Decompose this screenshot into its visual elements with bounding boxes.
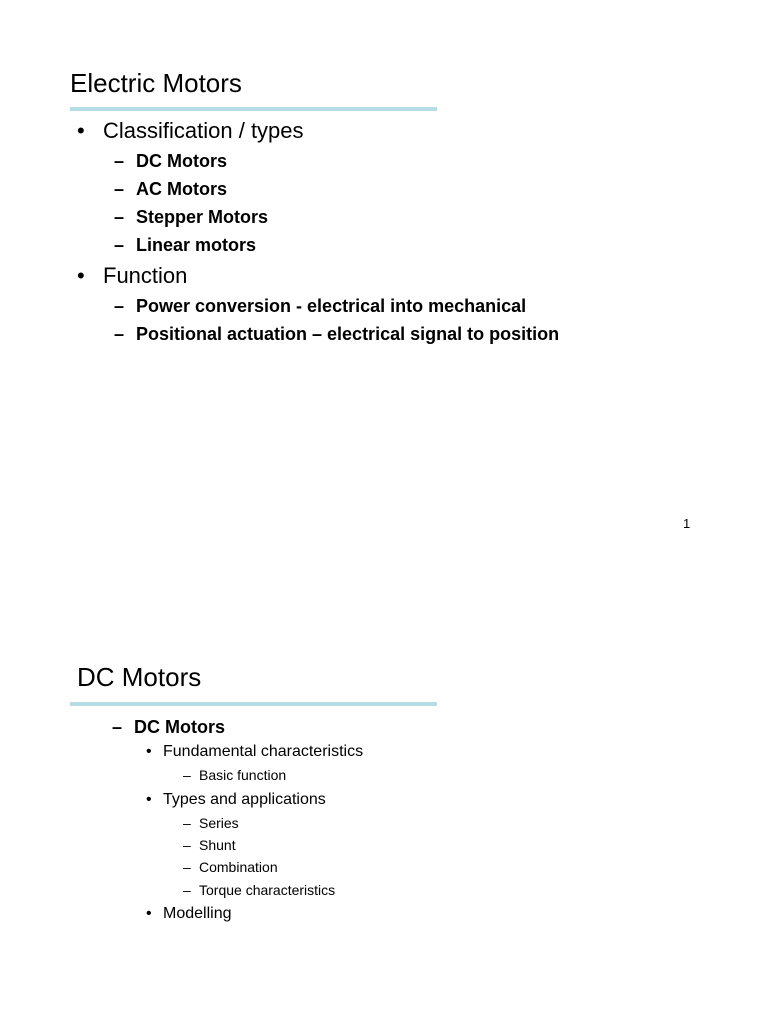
- title-underline: [70, 702, 437, 706]
- sub-heading-dc-motors: [112, 717, 225, 737]
- sub-item-label: DC Motors: [136, 151, 227, 171]
- slide-title: DC Motors: [77, 662, 202, 692]
- detail-label: Basic function: [199, 767, 287, 783]
- bullet-label: Classification / types: [103, 118, 304, 143]
- detail-item: [183, 882, 336, 898]
- bullet-marker: •: [146, 905, 152, 922]
- dash-marker: –: [114, 179, 125, 199]
- bullet-marker: •: [77, 263, 85, 288]
- dash-marker: –: [112, 717, 123, 737]
- dash-marker: –: [183, 815, 191, 831]
- sub-item-label: Stepper Motors: [136, 207, 269, 227]
- dash-marker: –: [114, 235, 125, 255]
- detail-label: Combination: [199, 859, 278, 875]
- sub-item-label: AC Motors: [136, 179, 227, 199]
- bullet-marker: •: [146, 743, 152, 760]
- group-item: [146, 743, 364, 760]
- detail-label: Shunt: [199, 837, 236, 853]
- dash-marker: –: [114, 296, 125, 316]
- sub-item: [114, 151, 227, 171]
- sub-item: [114, 296, 527, 316]
- sub-item: [114, 179, 227, 199]
- sub-item-label: Power conversion - electrical into mechanical: [136, 296, 527, 316]
- dash-marker: –: [183, 837, 191, 853]
- detail-label: Series: [199, 815, 239, 831]
- sub-item-label: Positional actuation – electrical signal to position: [136, 324, 560, 344]
- dash-marker: –: [183, 767, 191, 783]
- sub-heading-label: DC Motors: [134, 717, 225, 737]
- detail-item: [183, 815, 239, 831]
- detail-label: Torque characteristics: [199, 882, 336, 898]
- bullet-item-function: [77, 263, 188, 288]
- title-underline: [70, 107, 437, 111]
- dash-marker: –: [114, 151, 125, 171]
- detail-item: [183, 859, 278, 875]
- page-number: 1: [683, 516, 691, 531]
- dash-marker: –: [183, 859, 191, 875]
- detail-item: [183, 837, 236, 853]
- dash-marker: –: [114, 207, 125, 227]
- dash-marker: –: [114, 324, 125, 344]
- slide-title: Electric Motors: [70, 68, 242, 98]
- dash-marker: –: [183, 882, 191, 898]
- group-label: Types and applications: [163, 791, 326, 808]
- sub-item: [114, 207, 269, 227]
- bullet-label: Function: [103, 263, 188, 288]
- slide-dc-motors: [0, 600, 768, 1024]
- bullet-marker: •: [146, 791, 152, 808]
- bullet-marker: •: [77, 118, 85, 143]
- group-item: [146, 905, 232, 922]
- bullet-item-classification: [77, 118, 304, 143]
- group-label: Fundamental characteristics: [163, 743, 364, 760]
- sub-item: [114, 235, 257, 255]
- sub-item-label: Linear motors: [136, 235, 257, 255]
- group-item: [146, 791, 326, 808]
- detail-item: [183, 767, 287, 783]
- group-label: Modelling: [163, 905, 232, 922]
- sub-item: [114, 324, 560, 344]
